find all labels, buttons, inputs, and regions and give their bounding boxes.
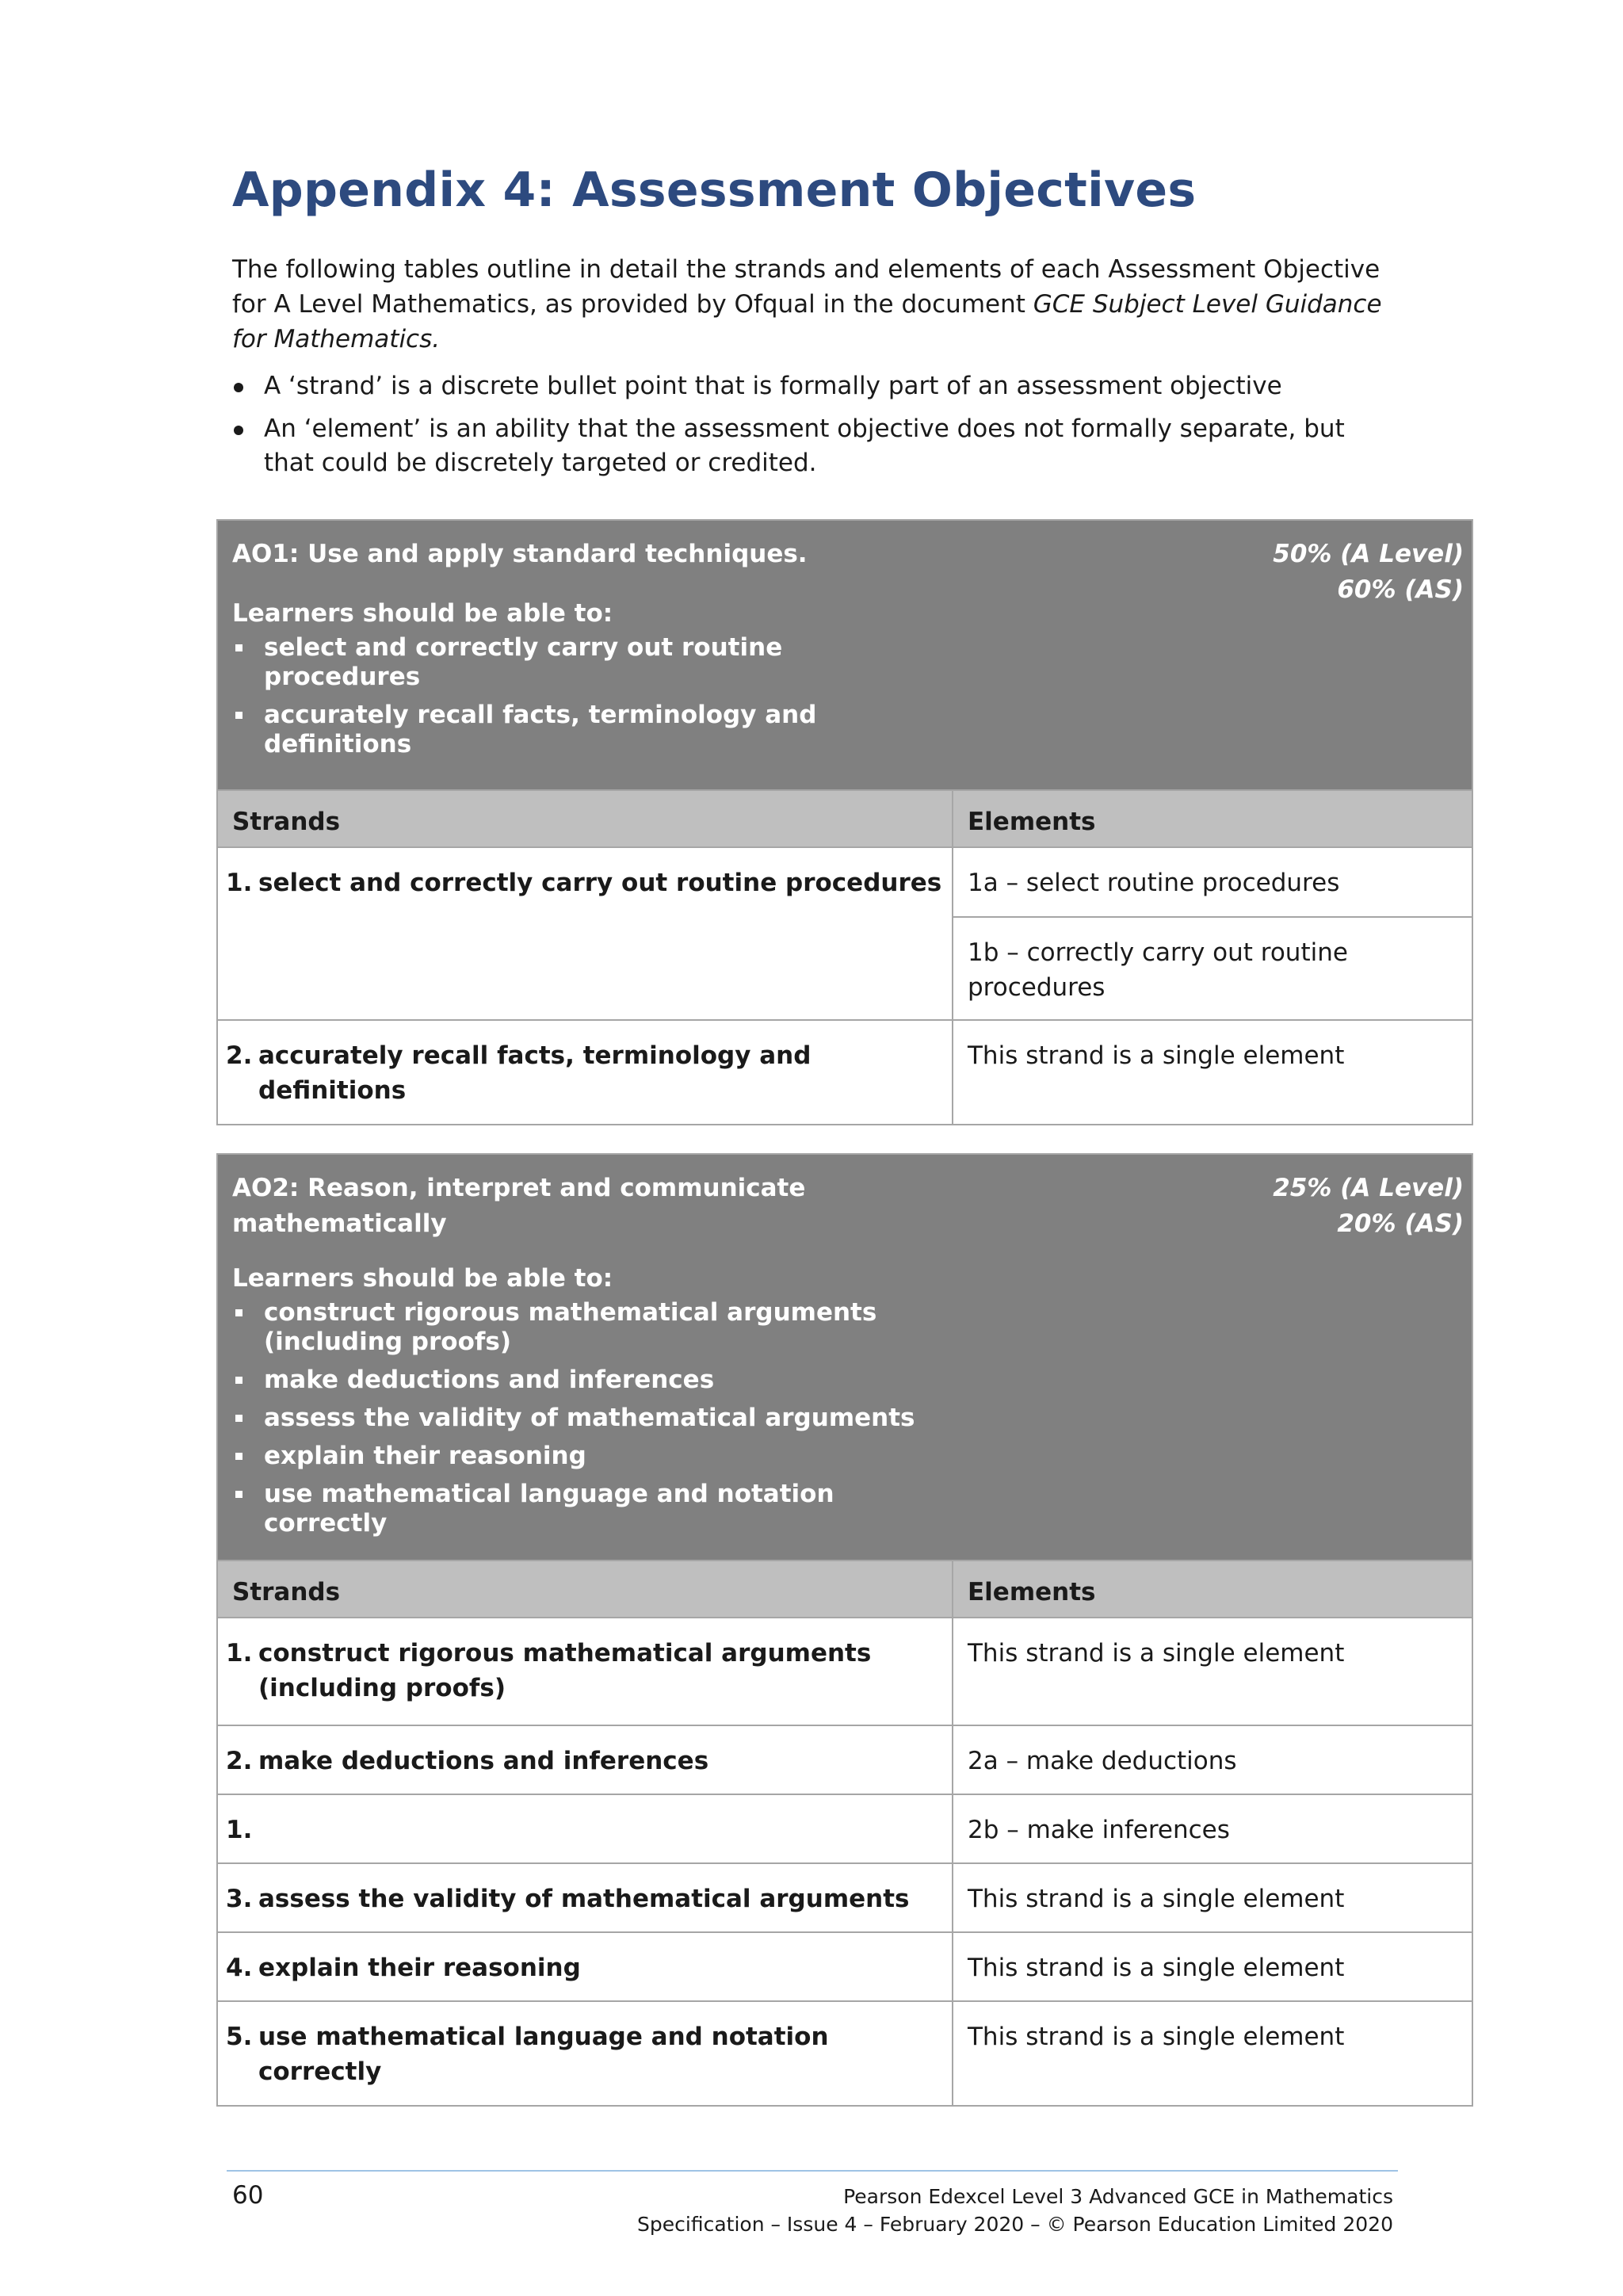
- ao1-header: [218, 521, 1472, 789]
- table-row: [218, 2000, 1472, 2105]
- footer-line: Specification – Issue 4 – February 2020 – © Pearson Education Limited 2020: [637, 2213, 1393, 2236]
- strand-cell: [218, 1726, 953, 1794]
- ao1-pct-as: 60% (AS): [1337, 575, 1464, 604]
- ao2-table: [216, 1153, 1473, 2107]
- strand-number: 5.: [226, 2023, 253, 2051]
- list-item: [232, 701, 898, 759]
- element-cell: 2b – make inferences: [968, 1816, 1230, 1844]
- elements-header: Elements: [968, 1578, 1096, 1606]
- strand-cell: [218, 848, 953, 1019]
- list-item: [232, 1480, 898, 1538]
- list-item: [232, 369, 1397, 403]
- strand-number: 2.: [226, 1747, 253, 1775]
- strand-text: explain their reasoning: [258, 1954, 581, 1982]
- point-text: explain their reasoning: [264, 1442, 586, 1470]
- ao1-points: [232, 633, 1457, 759]
- footer-line: Pearson Edexcel Level 3 Advanced GCE in Mathematics: [843, 2185, 1393, 2208]
- footer-divider: [227, 2170, 1398, 2172]
- ao2-header: [218, 1155, 1472, 1560]
- ao1-title: AO1: Use and apply standard techniques.: [232, 540, 808, 568]
- strand-text: use mathematical language and notation correctly: [258, 2023, 829, 2086]
- bullet-icon: [234, 426, 243, 435]
- ao1-weighting: [1273, 537, 1464, 608]
- list-item: [232, 1404, 977, 1433]
- elements-header: Elements: [968, 808, 1096, 836]
- table-row: [218, 1931, 1472, 2000]
- table-row: [218, 1019, 1472, 1124]
- page-number: 60: [232, 2181, 264, 2210]
- definition-list: [232, 369, 1397, 489]
- strand-text: assess the validity of mathematical arguments: [258, 1885, 910, 1913]
- strands-header: Strands: [218, 791, 953, 846]
- element-cell: 1b – correctly carry out routine procedures: [953, 916, 1472, 1019]
- table-row: [218, 1725, 1472, 1794]
- strand-cell: [218, 2002, 953, 2105]
- strand-cell: [218, 1864, 953, 1931]
- bullet-icon: [234, 383, 243, 392]
- strand-cell: [218, 1021, 953, 1124]
- list-item: [232, 1442, 977, 1471]
- strand-cell: [218, 1618, 953, 1725]
- element-cell: This strand is a single element: [968, 2023, 1345, 2051]
- bullet-text: An ‘element’ is an ability that the assessment objective does not formally separate, but that could be discretely targeted or credited.: [264, 415, 1345, 477]
- strand-text: construct rigorous mathematical arguments (including proofs): [258, 1639, 872, 1702]
- square-bullet-icon: [235, 1309, 242, 1316]
- point-text: construct rigorous mathematical arguments (including proofs): [264, 1298, 877, 1356]
- ao1-pct-alevel: 50% (A Level): [1273, 540, 1464, 568]
- strand-number: 4.: [226, 1954, 253, 1982]
- ao2-pct-as: 20% (AS): [1337, 1209, 1464, 1238]
- element-cell: This strand is a single element: [968, 1954, 1345, 1982]
- intro-text: The following tables outline in detail the strands and elements of each Assessment Objective for A Level Mathematics, as provided by Ofqual in the document: [232, 255, 1381, 319]
- square-bullet-icon: [235, 1453, 242, 1460]
- strands-header: Strands: [218, 1561, 953, 1617]
- list-item: [232, 1366, 977, 1395]
- strand-number: 2.: [226, 1041, 253, 1070]
- ao2-pct-alevel: 25% (A Level): [1273, 1174, 1464, 1202]
- ao2-title: AO2: Reason, interpret and communicate mathematically: [232, 1174, 806, 1238]
- square-bullet-icon: [235, 1491, 242, 1498]
- square-bullet-icon: [235, 712, 242, 719]
- strand-number: 1.: [226, 1816, 253, 1844]
- strand-number: 3.: [226, 1885, 253, 1913]
- table-row: [218, 1794, 1472, 1862]
- list-item: [232, 412, 1397, 480]
- guidance-doc-title: GCE Subject Level Guidance for Mathematics.: [232, 290, 1382, 353]
- strand-text: make deductions and inferences: [258, 1747, 709, 1775]
- ao2-column-headers: [218, 1560, 1472, 1617]
- ao1-table: [216, 519, 1473, 1125]
- ao2-subtitle: Learners should be able to:: [232, 1264, 613, 1293]
- point-text: use mathematical language and notation correctly: [264, 1480, 834, 1538]
- strand-cell: [218, 1933, 953, 2000]
- strand-cell: [218, 1795, 953, 1862]
- point-text: accurately recall facts, terminology and definitions: [264, 701, 817, 758]
- ao2-weighting: [1273, 1171, 1464, 1242]
- element-cells: [953, 848, 1472, 1019]
- element-cell: 1a – select routine procedures: [968, 869, 1340, 897]
- list-item: [232, 633, 898, 692]
- element-cell: This strand is a single element: [968, 1041, 1345, 1070]
- point-text: make deductions and inferences: [264, 1366, 715, 1394]
- intro-paragraph: [232, 252, 1397, 357]
- footer-citation: [637, 2183, 1393, 2238]
- square-bullet-icon: [235, 644, 242, 651]
- ao2-points: [232, 1298, 1457, 1538]
- strand-text: select and correctly carry out routine procedures: [258, 869, 942, 897]
- point-text: select and correctly carry out routine procedures: [264, 633, 783, 691]
- ao1-column-headers: [218, 789, 1472, 846]
- ao1-subtitle: Learners should be able to:: [232, 599, 613, 628]
- element-cell: This strand is a single element: [968, 1639, 1345, 1668]
- square-bullet-icon: [235, 1415, 242, 1422]
- element-cell: This strand is a single element: [968, 1885, 1345, 1913]
- strand-number: 1.: [226, 1639, 253, 1668]
- list-item: [232, 1298, 914, 1357]
- strand-text: accurately recall facts, terminology and definitions: [258, 1041, 812, 1105]
- strand-number: 1.: [226, 869, 253, 897]
- table-row: [218, 1862, 1472, 1931]
- bullet-text: A ‘strand’ is a discrete bullet point that is formally part of an assessment objective: [264, 372, 1282, 400]
- point-text: assess the validity of mathematical arguments: [264, 1404, 915, 1432]
- square-bullet-icon: [235, 1377, 242, 1384]
- element-cell: 2a – make deductions: [968, 1747, 1237, 1775]
- table-row: [218, 846, 1472, 1019]
- table-row: [218, 1617, 1472, 1725]
- page-title: Appendix 4: Assessment Objectives: [232, 162, 1197, 218]
